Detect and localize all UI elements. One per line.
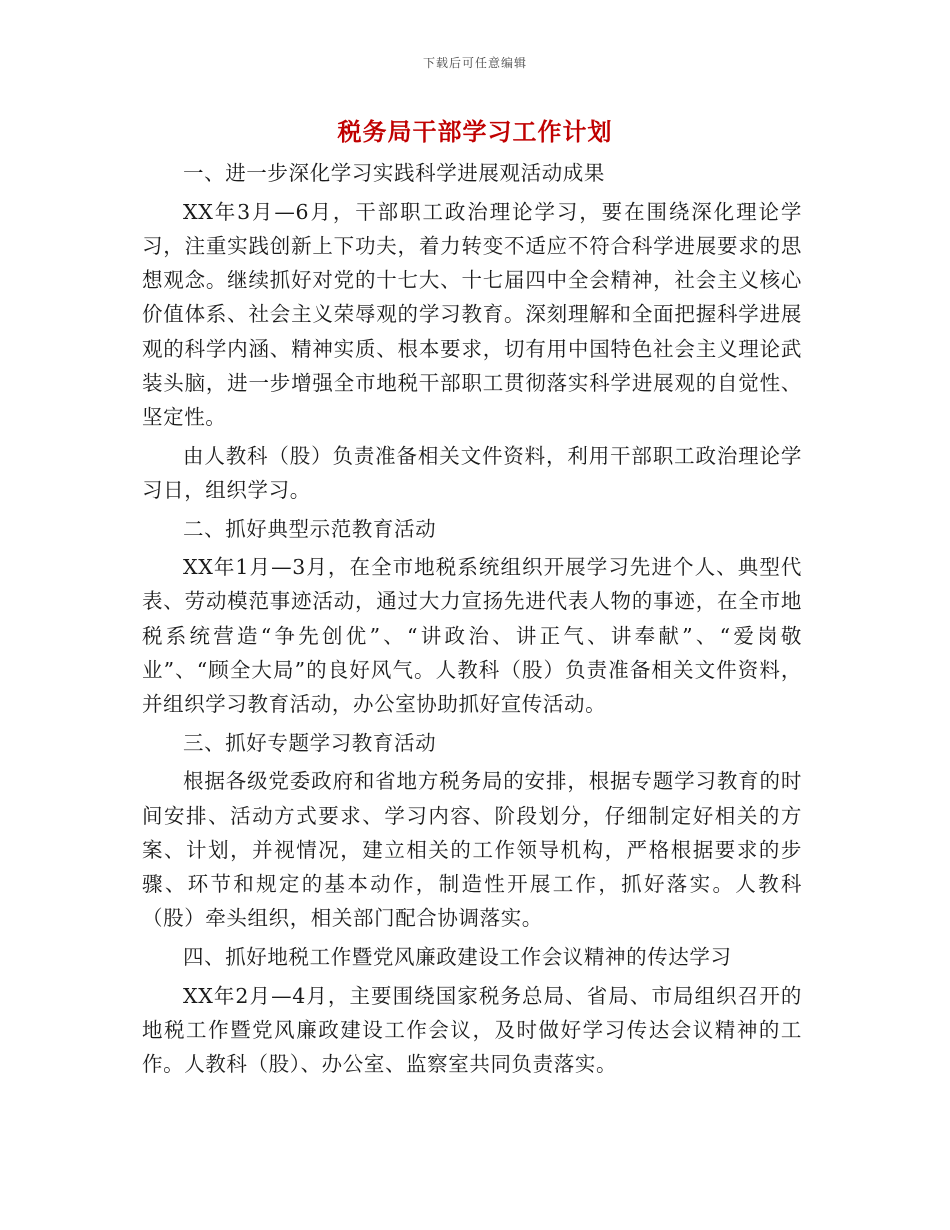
body-paragraph: 根据各级党委政府和省地方税务局的安排，根据专题学习教育的时间安排、活动方式要求、学习内容、阶段划分，仔细制定好相关的方案、计划，并视情况，建立相关的工作领导机构，严格根据要求的步骤、环节和规定的基本动作，制造性开展工作，抓好落实。人教科（股）牵头组织，相关部门配合协调落实。 bbox=[142, 769, 802, 931]
body-paragraph: XX年1月—3月，在全市地税系统组织开展学习先进个人、典型代表、劳动模范事迹活动，通过大力宣扬先进代表人物的事迹，在全市地税系统营造“争先创优”、“讲政治、讲正气、讲奉献”、“爱岗敬业”、“顾全大局”的良好风气。人教科（股）负责准备相关文件资料，并组织学习教育活动，办公室协助抓好宣传活动。 bbox=[142, 555, 802, 717]
body-paragraph: 由人教科（股）负责准备相关文件资料，利用干部职工政治理论学习日，组织学习。 bbox=[142, 443, 802, 502]
section-heading: 四、抓好地税工作暨党风廉政建设工作会议精神的传达学习 bbox=[183, 944, 732, 969]
header-note: 下载后可任意编辑 bbox=[422, 56, 527, 70]
body-paragraph: XX年2月—4月，主要围绕国家税务总局、省局、市局组织召开的地税工作暨党风廉政建设工作会议，及时做好学习传达会议精神的工作。人教科（股）、办公室、监察室共同负责落实。 bbox=[142, 983, 802, 1077]
document-title: 税务局干部学习工作计划 bbox=[337, 117, 613, 146]
document-body bbox=[142, 156, 802, 1086]
section-heading: 二、抓好典型示范教育活动 bbox=[183, 516, 437, 541]
section-heading: 一、进一步深化学习实践科学进展观活动成果 bbox=[183, 161, 605, 185]
body-paragraph: XX年3月—6月，干部职工政治理论学习，要在围绕深化理论学习，注重实践创新上下功夫，着力转变不适应不符合科学进展要求的思想观念。继续抓好对党的十七大、十七届四中全会精神，社会主义核心价值体系、社会主义荣辱观的学习教育。深刻理解和全面把握科学进展观的科学内涵、精神实质、根本要求，切有用中国特色社会主义理论武装头脑，进一步增强全市地税干部职工贯彻落实科学进展观的自觉性、坚定性。 bbox=[142, 199, 802, 429]
section-heading: 三、抓好专题学习教育活动 bbox=[183, 730, 437, 755]
